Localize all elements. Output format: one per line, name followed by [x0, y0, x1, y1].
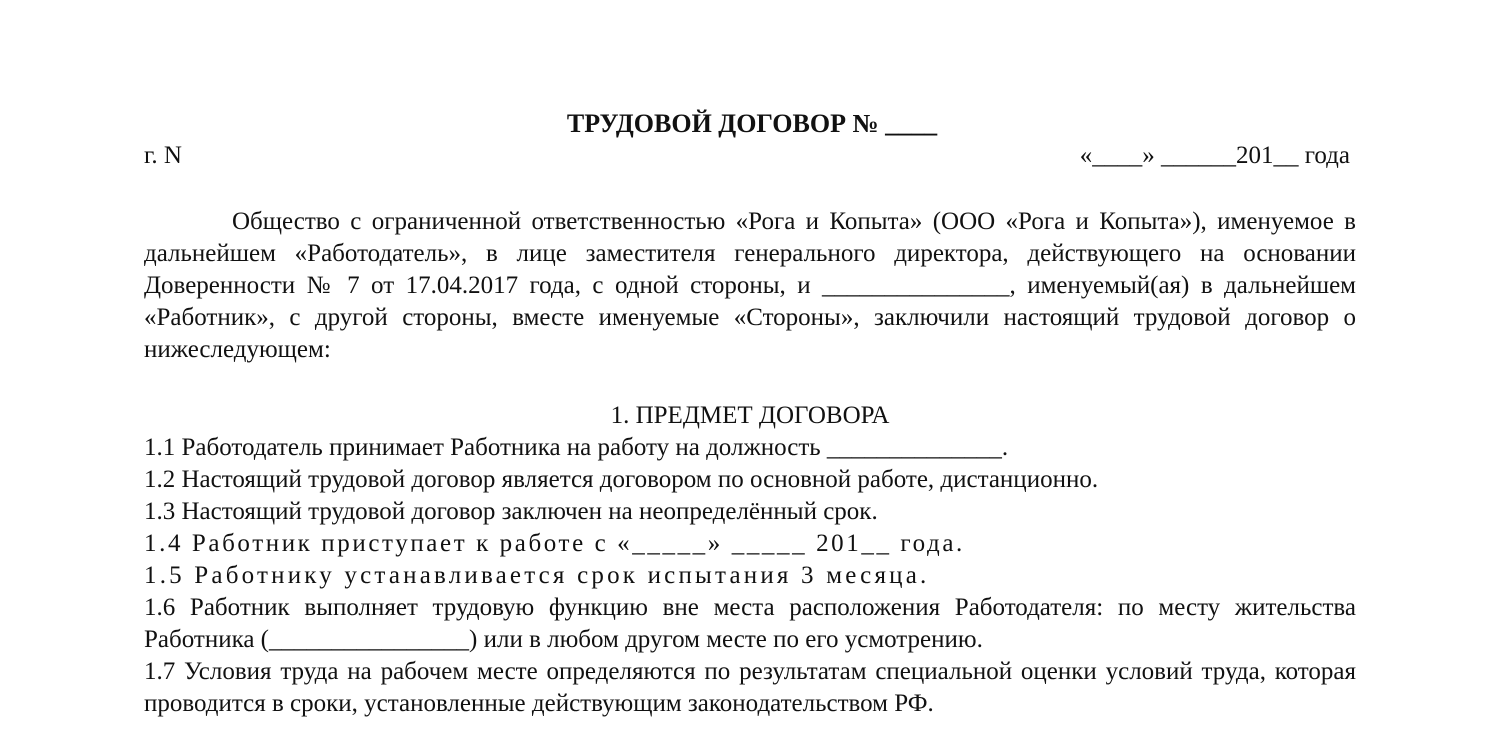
- clause-1-4: 1.4 Работник приступает к работе с «_____» _____ 201__ года.: [144, 530, 965, 557]
- city-name: г. N: [144, 142, 182, 169]
- intro-paragraph: Общество с ограниченной ответственностью «Рога и Копыта» (ООО «Рога и Копыта»), именуемое в дальнейшем «Работодатель», в лице заместителя генерального директора, действующего на основании Доверенности № 7 от 17.04.2017 года, с одной стороны, и _______________, именуемый(ая) в дальнейшем «Работник», с другой стороны, вместе именуемые «Стороны», заключили настоящий трудовой договор о нижеследующем:: [144, 208, 1356, 363]
- document-body: [144, 104, 1356, 720]
- contract-date: «____» ______201__ года: [1079, 142, 1350, 169]
- section-title-subject: 1. ПРЕДМЕТ ДОГОВОРА: [610, 402, 890, 429]
- clause-1-6: 1.6 Работник выполняет трудовую функцию вне места расположения Работодателя: по месту жительства Работника (________________) или в любом другом месте по его усмотрению.: [144, 594, 1356, 653]
- document-title: ТРУДОВОЙ ДОГОВОР № ____: [566, 109, 938, 138]
- city-date-line: [144, 140, 1356, 172]
- clause-1-7: 1.7 Условия труда на рабочем месте определяются по результатам специальной оценки условий труда, которая проводится в сроки, установленные действующим законодательством РФ.: [144, 658, 1356, 717]
- clause-1-5: 1.5 Работнику устанавливается срок испытания 3 месяца.: [144, 562, 930, 589]
- clause-1-1: 1.1 Работодатель принимает Работника на работу на должность ______________.: [144, 434, 1009, 461]
- clause-1-3: 1.3 Настоящий трудовой договор заключен на неопределённый срок.: [144, 498, 878, 525]
- clause-1-2: 1.2 Настоящий трудовой договор является договором по основной работе, дистанционно.: [144, 466, 1099, 493]
